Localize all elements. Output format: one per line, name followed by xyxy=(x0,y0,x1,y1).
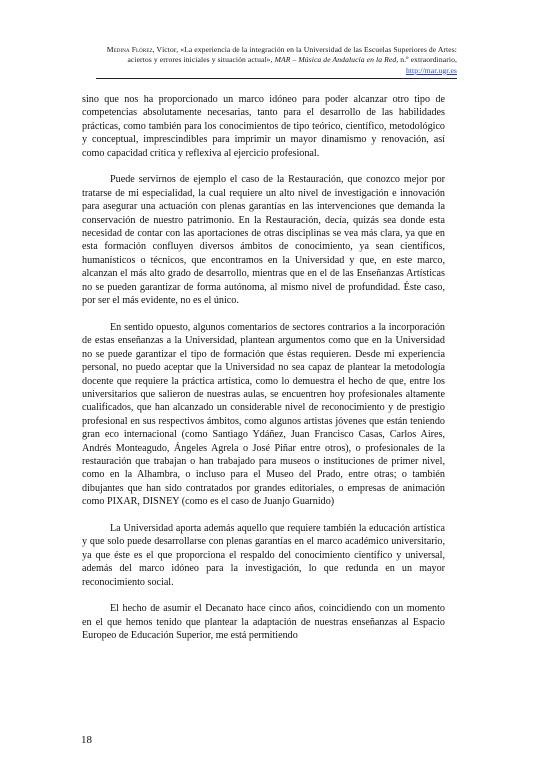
body-text xyxy=(82,93,445,643)
paragraph-continued: sino que nos ha proporcionado un marco idóneo para poder alcanzar otro tipo de competencias absolutamente necesarias, tanto para el desarrollo de las habilidades prácticas, como también para los conocimientos de tipo teórico, científico, metodológico y conceptual, imprescindibles para imprimir un mayor dinamismo y renovación, así como capacidad crítica y reflexiva al ejercicio profesional. xyxy=(82,94,445,159)
page-number: 18 xyxy=(81,734,92,746)
header-url-link[interactable]: http://mar.ugr.es xyxy=(405,65,457,75)
header-author: Medina Flórez xyxy=(106,45,153,54)
paragraph: El hecho de asumir el Decanato hace cinco años, coincidiendo con un momento en el que hemos tenido que plantear la adaptación de nuestras enseñanzas al Espacio Europeo de Educación Superior, me está permitiendo xyxy=(82,603,445,642)
paragraph: En sentido opuesto, algunos comentarios de sectores contrarios a la incorporación de estas enseñanzas a la Universidad, plantean argumentos como que en la Universidad no se puede garantizar el tipo de formación que éstas requieren. Desde mi experiencia personal, no puedo aceptar que la Universidad no sea capaz de plantear la metodología docente que requiere la práctica artística, como lo demuestra el hecho de que, entre los universitarios que salieron de nuestras aulas, se encuentren hoy profesionales altamente cualificados, que han alcanzado un considerable nivel de reconocimiento y de prestigio profesional en sus respectivos ámbitos, como algunos artistas jóvenes que están teniendo gran eco internacional (como Santiago Ydáñez, Juan Francisco Casas, Carlos Aires, Andrés Monteagudo, Ángeles Agrela o José Piñar entre otros), o profesionales de la restauración que trabajan o han trabajado para museos o instituciones de primer nivel, como en la Alhambra, o incluso para el Museo del Prado, entre otras; o también dibujantes que han sido contratados por grandes editoriales, o empresas de animación como PIXAR, DISNEY (como es el caso de Juanjo Guarnido) xyxy=(82,321,445,508)
paragraph: Puede servirnos de ejemplo el caso de la Restauración, que conozco mejor por tratarse de mi especialidad, la cual requiere un alto nivel de investigación e innovación para asegurar una actuación con plenas garantías en las intervenciones que demanda la conservación de nuestro patrimonio. En la Restauración, decía, quizás sea donde esta necesidad de contar con las aportaciones de otras disciplinas se vea más clara, ya que en esta formación confluyen diversos ámbitos de conocimiento, ya sean científicos, humanísticos o técnicos, que encontramos en la Universidad y que, en este marco, alcanzan el más alto grado de desarrollo, mientras que en el de las Enseñanzas Artísticas no se pueden garantizar de forma autónoma, al mismo nivel de profundidad. Éste caso, por ser el más evidente, no es el único. xyxy=(82,174,445,307)
paragraph: La Universidad aporta además aquello que requiere también la educación artística y que solo puede desarrollarse con plenas garantías en el marco académico universitario, ya que éste es el que proporciona el respaldo del conocimiento científico y universal, además del marco idóneo para la investigación, lo que redunda en un mayor reconocimiento social. xyxy=(82,522,445,588)
header-citation: , Víctor, «La experiencia de la integración en la Universidad de las Escuelas Superiores de Artes: aciertos y errores iniciales y situación actual», xyxy=(127,45,457,65)
running-header xyxy=(96,45,457,76)
header-rule xyxy=(96,78,457,79)
header-issue: , n.º extraordinario, xyxy=(396,55,457,65)
header-journal: MAR – Música de Andalucía en la Red xyxy=(274,55,397,65)
